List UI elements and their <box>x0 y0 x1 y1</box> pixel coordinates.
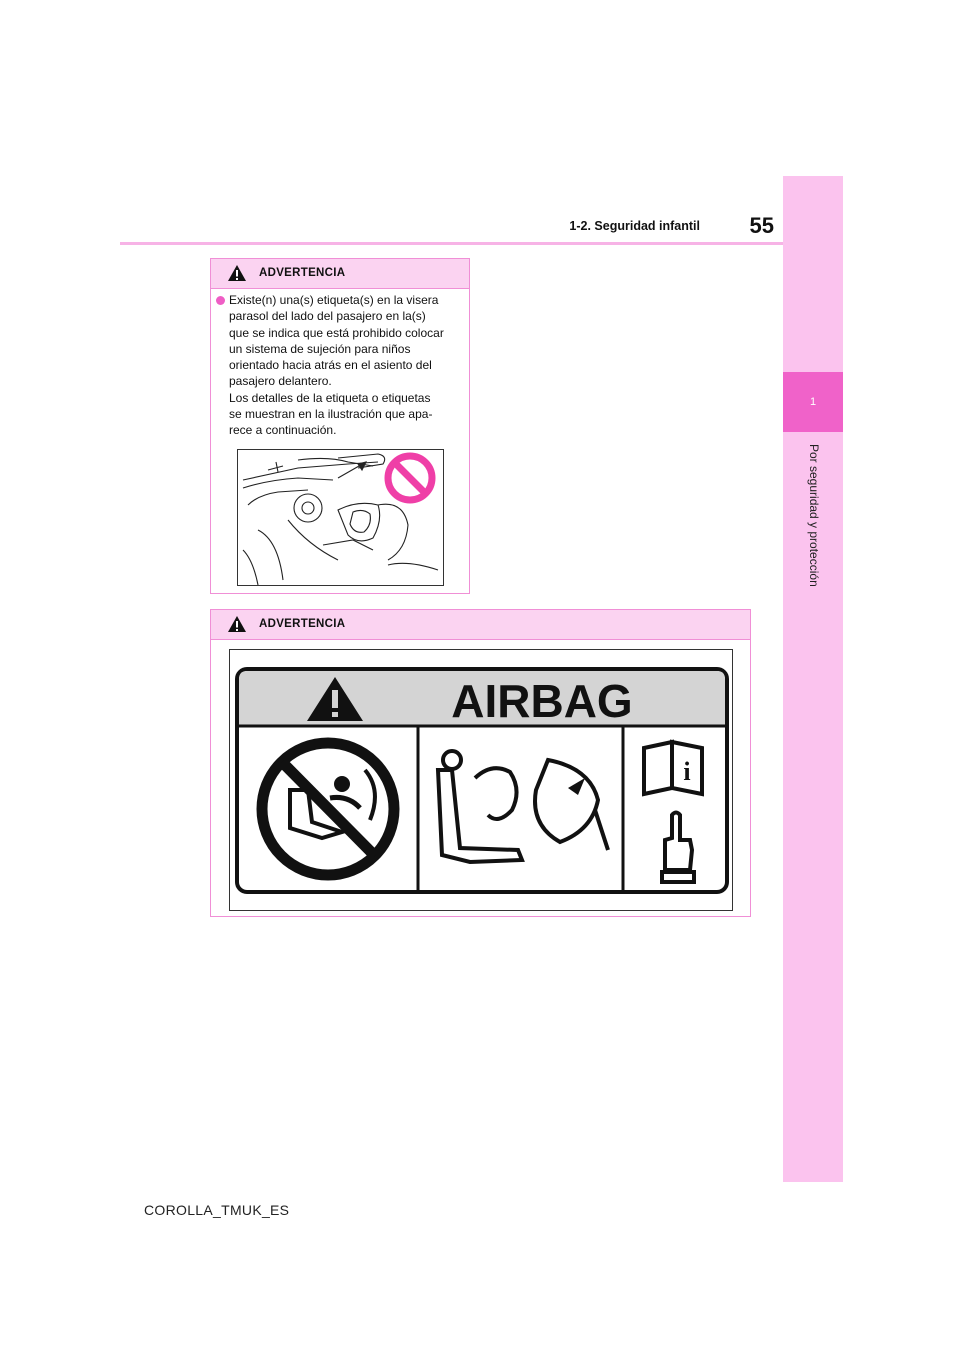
sun-visor-illustration <box>237 449 444 586</box>
svg-text:i: i <box>683 757 691 786</box>
airbag-warning-label <box>230 650 732 910</box>
section-title: 1-2. Seguridad infantil <box>569 219 700 233</box>
warning-title: ADVERTENCIA <box>259 267 346 279</box>
warning-header <box>211 610 750 640</box>
chapter-label: Por seguridad y protección <box>807 444 821 587</box>
airbag-label-illustration <box>229 649 733 911</box>
warning-title: ADVERTENCIA <box>259 618 346 630</box>
warning-header <box>211 259 469 289</box>
chapter-number: 1 <box>809 396 817 408</box>
bullet-icon <box>216 296 225 305</box>
page-number: 55 <box>749 213 774 238</box>
chapter-side-band <box>783 176 843 1182</box>
car-interior-illustration <box>238 450 443 585</box>
warning-box-sun-visor <box>210 258 470 594</box>
header-rule <box>120 242 783 245</box>
warning-triangle-icon <box>227 264 247 282</box>
document-code: COROLLA_TMUK_ES <box>144 1202 290 1218</box>
airbag-label-text: AIRBAG <box>451 675 633 727</box>
chapter-tab[interactable] <box>783 372 843 432</box>
warning-text: Existe(n) una(s) etiqueta(s) en la visera parasol del lado del pasajero en la(s) que se indica que está prohibido colocar un sistema de sujeción para niños orientado hacia atrás en el asiento del pasajero delantero. Los detalles de la etiqueta o etiquetas se muestran en la ilustración que apa- rece a continuación. <box>229 293 444 438</box>
warning-triangle-icon <box>227 615 247 633</box>
no-rear-facing-child-seat-icon <box>262 743 394 875</box>
prohibited-icon <box>388 456 432 500</box>
warning-box-airbag-label <box>210 609 751 917</box>
